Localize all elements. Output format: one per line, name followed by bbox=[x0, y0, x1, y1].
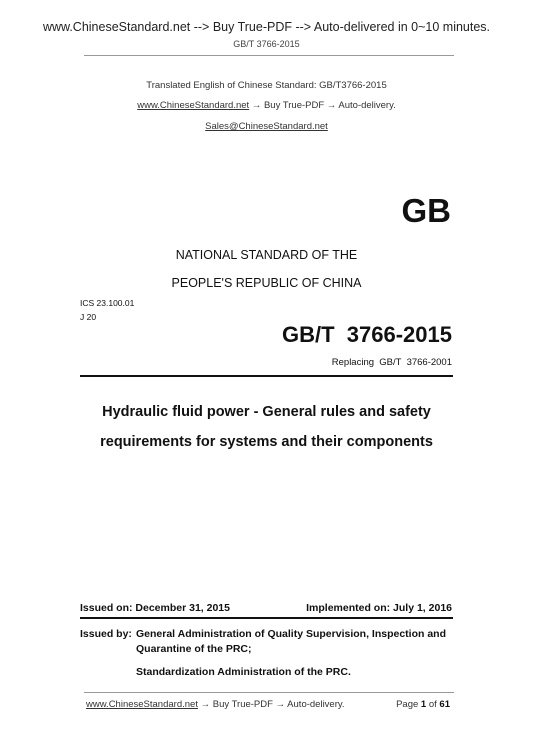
standard-number: GB/T 3766-2015 bbox=[282, 322, 452, 347]
national-standard-line-2: PEOPLE'S REPUBLIC OF CHINA bbox=[171, 276, 362, 290]
title-divider bbox=[80, 375, 453, 377]
page-indicator bbox=[396, 699, 450, 710]
replacing-note: Replacing GB/T 3766-2001 bbox=[331, 357, 452, 368]
header-doc-id: GB/T 3766-2015 bbox=[233, 39, 300, 49]
issuer-line-1: General Administration of Quality Supervision, Inspection and bbox=[136, 628, 446, 640]
issued-date: Issued on: December 31, 2015 bbox=[80, 602, 230, 614]
national-standard-line-1: NATIONAL STANDARD OF THE bbox=[175, 248, 358, 262]
page-label: Page bbox=[396, 699, 419, 710]
footer-buy-line bbox=[86, 699, 345, 710]
ics-code: ICS 23.100.01 bbox=[80, 298, 135, 308]
issuer-line-3: Standardization Administration of the PRC. bbox=[136, 666, 351, 678]
top-banner: www.ChineseStandard.net --> Buy True-PDF --> Auto-delivered in 0~10 minutes. bbox=[42, 20, 491, 34]
document-title-line-2: requirements for systems and their components bbox=[100, 434, 433, 450]
email-link[interactable]: Sales@ChineseStandard.net bbox=[205, 121, 328, 132]
buy-line bbox=[0, 100, 533, 111]
page-total: 61 bbox=[439, 699, 450, 710]
footer-buy-suffix: → Buy True-PDF → Auto-delivery. bbox=[197, 699, 345, 710]
site-link[interactable]: www.ChineseStandard.net bbox=[137, 100, 250, 111]
ccs-code: J 20 bbox=[80, 312, 97, 322]
page-of: of bbox=[428, 699, 437, 710]
dates-divider bbox=[80, 617, 453, 619]
implemented-date: Implemented on: July 1, 2016 bbox=[306, 602, 452, 614]
email-line bbox=[0, 121, 533, 132]
header-divider bbox=[84, 55, 454, 56]
gb-mark: GB bbox=[401, 192, 451, 229]
page-current: 1 bbox=[420, 699, 427, 710]
issued-by-label: Issued by: bbox=[80, 628, 132, 640]
footer-divider bbox=[84, 692, 454, 693]
buy-line-suffix: → Buy True-PDF → Auto-delivery. bbox=[249, 100, 396, 111]
translation-note: Translated English of Chinese Standard: GB/T3766-2015 bbox=[146, 80, 387, 91]
document-title-line-1: Hydraulic fluid power - General rules and safety bbox=[102, 404, 431, 420]
footer-site-link[interactable]: www.ChineseStandard.net bbox=[86, 699, 198, 710]
issuer-line-2: Quarantine of the PRC; bbox=[136, 643, 252, 655]
